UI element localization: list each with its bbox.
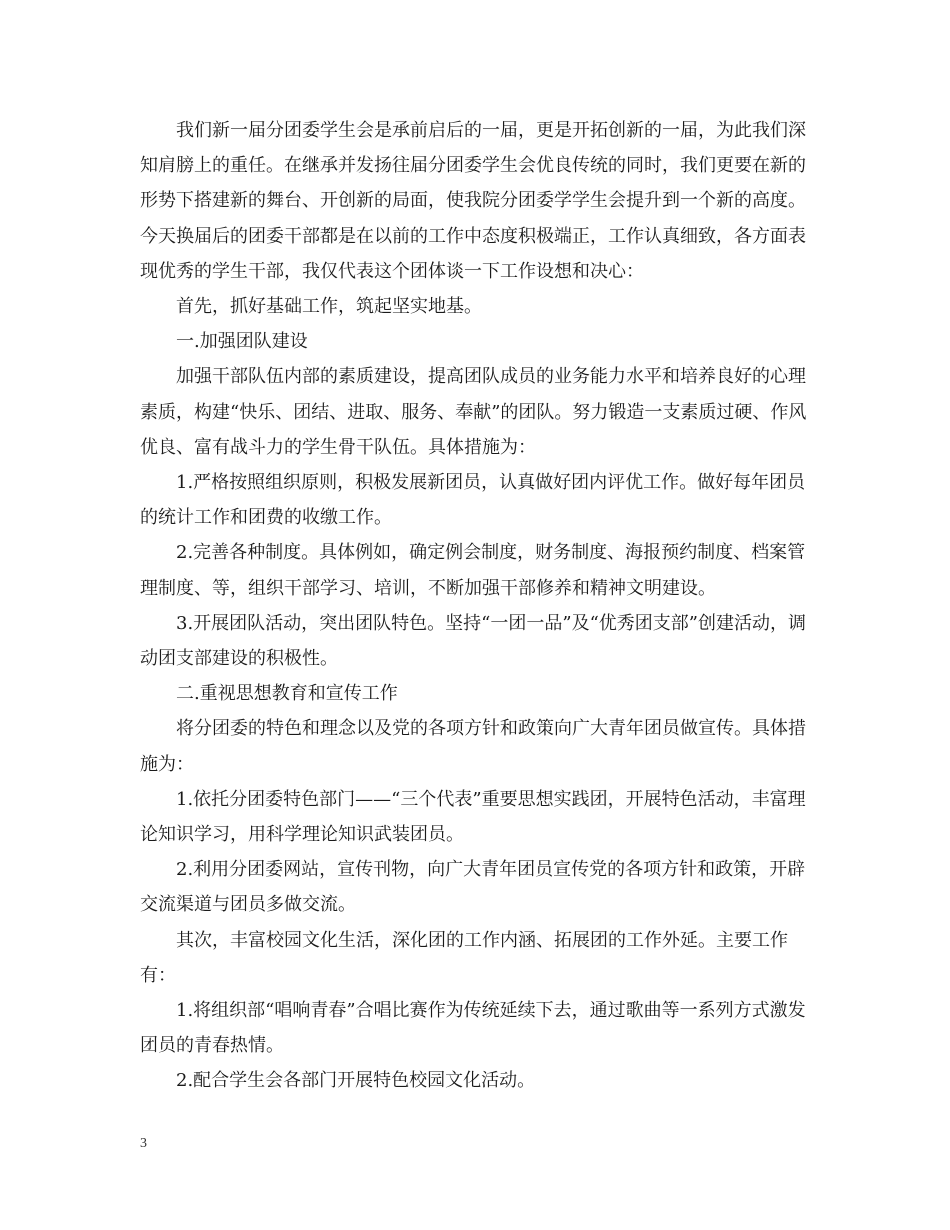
paragraph-second-point: 其次，丰富校园文化生活，深化团的工作内涵、拓展团的工作外延。主要工作有： bbox=[140, 929, 788, 986]
document-body bbox=[140, 113, 820, 1099]
paragraph-team-building: 加强干部队伍内部的素质建设，提高团队成员的业务能力水平和培养良好的心理素质，构建“快乐、团结、进取、服务、奉献”的团队。努力锻造一支素质过硬、作风优良、富有战斗力的学生骨干队伍。具体措施为： bbox=[140, 366, 807, 458]
list-item-culture-1: 1.将组织部“唱响青春”合唱比赛作为传统延续下去，通过歌曲等一系列方式激发团员的青春热情。 bbox=[140, 1000, 806, 1057]
list-item-team-1: 1.严格按照组织原则，积极发展新团员，认真做好团内评优工作。做好每年团员的统计工作和团费的收缴工作。 bbox=[140, 472, 806, 529]
paragraph-first-point: 首先，抓好基础工作，筑起坚实地基。 bbox=[176, 296, 482, 318]
list-item-ideology-2: 2.利用分团委网站，宣传刊物，向广大青年团员宣传党的各项方针和政策，开辟交流渠道与团员多做交流。 bbox=[140, 859, 806, 916]
list-item-team-3: 3.开展团队活动，突出团队特色。坚持“一团一品”及“优秀团支部”创建活动，调动团支部建设的积极性。 bbox=[140, 612, 806, 670]
paragraph-intro: 我们新一届分团委学生会是承前启后的一届，更是开拓创新的一届，为此我们深知肩膀上的重任。在继承并发扬往届分团委学生会优良传统的同时，我们更要在新的形势下搭建新的舞台、开创新的局面，使我院分团委学学生会提升到一个新的高度。今天换届后的团委干部都是在以前的工作中态度积极端正，工作认真细致，各方面表现优秀的学生干部，我仅代表这个团体谈一下工作设想和决心： bbox=[140, 120, 806, 282]
paragraph-ideology: 将分团委的特色和理念以及党的各项方针和政策向广大青年团员做宣传。具体措施为： bbox=[140, 718, 806, 775]
page-number: 3 bbox=[140, 1136, 147, 1151]
list-item-team-2: 2.完善各种制度。具体例如，确定例会制度，财务制度、海报预约制度、档案管理制度、等，组织干部学习、培训，不断加强干部修养和精神文明建设。 bbox=[140, 542, 806, 599]
section-heading-team-building: 一.加强团队建设 bbox=[176, 331, 308, 353]
list-item-culture-2: 2.配合学生会各部门开展特色校园文化活动。 bbox=[176, 1070, 536, 1092]
section-heading-ideology: 二.重视思想教育和宣传工作 bbox=[176, 683, 398, 705]
list-item-ideology-1: 1.依托分团委特色部门——“三个代表”重要思想实践团，开展特色活动，丰富理论知识学习，用科学理论知识武装团员。 bbox=[140, 788, 806, 846]
